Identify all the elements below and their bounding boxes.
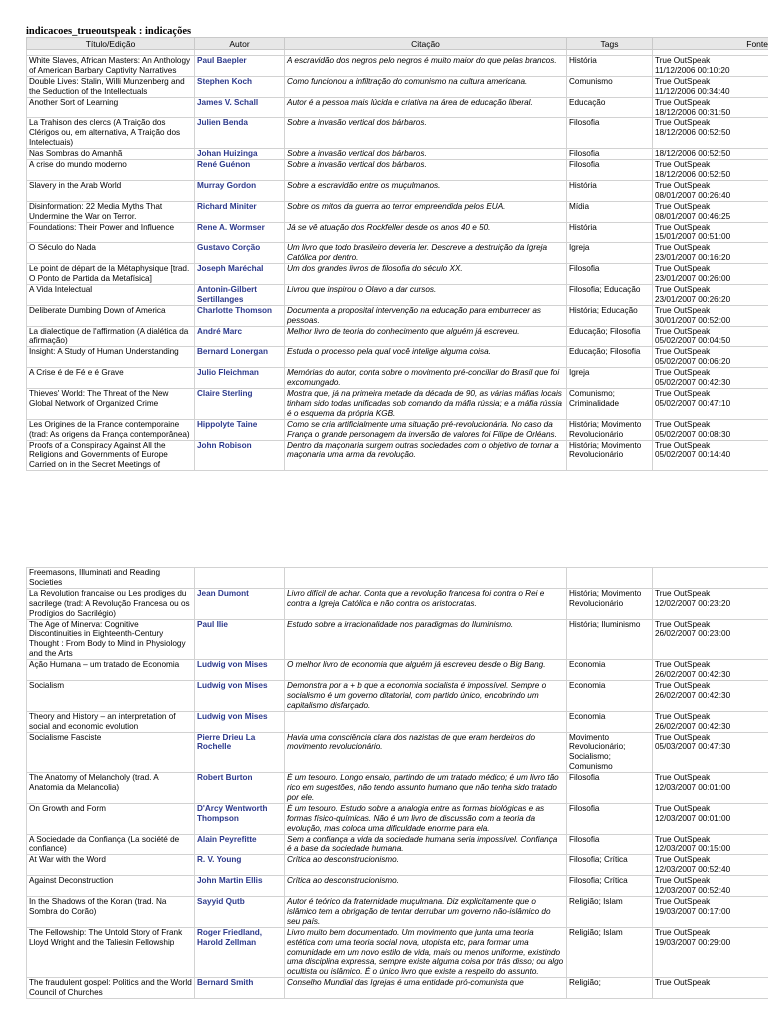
indications-table-top [26, 37, 768, 525]
source-cell [653, 927, 768, 978]
quote-cell: Um livro que todo brasileiro deveria ler. Descreve a destruição da Igreja Católica por dentro. [285, 243, 567, 264]
source-timestamp: 12/03/2007 00:01:00 [655, 813, 731, 823]
tags-cell: História; Iluminismo [567, 619, 653, 660]
source-name: True OutSpeak [655, 180, 711, 190]
source-cell [653, 440, 768, 471]
source-cell [653, 284, 768, 305]
source-name: True OutSpeak [655, 978, 711, 988]
quote-cell: Um dos grandes livros de filosofia do século XX. [285, 264, 567, 285]
table-row [27, 834, 768, 855]
source-timestamp: 12/03/2007 00:52:40 [655, 886, 731, 896]
book-title-cell: Insight: A Study of Human Understanding [27, 347, 195, 368]
author-link[interactable]: Bernard Lonergan [195, 347, 285, 368]
quote-cell: Como se cria artificialmente uma situação pré-revolucionária. No caso da França o grande personagem da inversão de valores foi Filipe de Orléans. [285, 419, 567, 440]
source-timestamp: 12/03/2007 00:01:00 [655, 783, 731, 793]
table-row [27, 660, 768, 681]
quote-cell: Crítica ao desconstrucionismo. [285, 855, 567, 876]
quote-cell [285, 568, 567, 589]
author-link[interactable]: Hippolyte Taine [195, 419, 285, 440]
source-name: True OutSpeak [655, 264, 711, 274]
table-row [27, 243, 768, 264]
source-cell [653, 897, 768, 928]
author-link[interactable]: Sayyid Qutb [195, 897, 285, 928]
quote-cell: Livro difícil de achar. Conta que a revolução francesa foi contra o Rei e contra a Igreja Católica e não contra os aristocratas. [285, 588, 567, 619]
tags-cell: Filosofia [567, 160, 653, 181]
author-link[interactable]: Alain Peyrefitte [195, 834, 285, 855]
book-title-cell: A Vida Intelectual [27, 284, 195, 305]
source-timestamp: 05/02/2007 00:47:10 [655, 398, 731, 408]
source-cell [653, 305, 768, 326]
quote-cell: A escravidão dos negros pelo negros é muito maior do que pelas brancos. [285, 56, 567, 77]
tags-cell: Filosofia; Educação [567, 284, 653, 305]
book-title-cell: The Anatomy of Melancholy (trad. A Anatomia da Melancolia) [27, 773, 195, 804]
quote-cell: É um tesouro. Longo ensaio, partindo de um tratado médico; é um livro tão rico em sugestões, não tendo assunto humano que não tenha sido tratado por ele. [285, 773, 567, 804]
source-timestamp: 19/03/2007 00:17:00 [655, 906, 731, 916]
source-cell [653, 389, 768, 420]
quote-cell: Memórias do autor, conta sobre o movimento pré-conciliar do Brasil que foi excomungado. [285, 368, 567, 389]
source-name: True OutSpeak [655, 773, 711, 783]
quote-cell [285, 711, 567, 732]
table-row [27, 222, 768, 243]
book-title-cell: Foundations: Their Power and Influence [27, 222, 195, 243]
source-name: True OutSpeak [655, 927, 711, 937]
source-cell [653, 834, 768, 855]
source-timestamp: 15/01/2007 00:51:00 [655, 232, 731, 242]
author-link[interactable]: Joseph Maréchal [195, 264, 285, 285]
tags-cell: Filosofia; Crítica [567, 855, 653, 876]
source-cell [653, 588, 768, 619]
quote-cell: Documenta a proposital intervenção na educação para emburrecer as pessoas. [285, 305, 567, 326]
source-timestamp: 08/01/2007 00:26:40 [655, 190, 731, 200]
source-name: True OutSpeak [655, 711, 711, 721]
tags-cell: História; Movimento Revolucionário [567, 440, 653, 471]
author-link[interactable] [195, 568, 285, 589]
table-row [27, 97, 768, 118]
column-header-source[interactable]: Fonte [653, 38, 768, 50]
source-timestamp: 11/12/2006 00:10:20 [655, 65, 730, 75]
table-row [27, 76, 768, 97]
source-timestamp: 19/03/2007 00:29:00 [655, 937, 731, 947]
author-link[interactable]: Charlotte Thomson [195, 305, 285, 326]
table-row [27, 732, 768, 773]
source-name: True OutSpeak [655, 76, 711, 86]
source-cell [653, 660, 768, 681]
source-timestamp: 26/02/2007 00:23:00 [655, 629, 731, 639]
quote-cell: Dentro da maçonaria surgem outras sociedades com o objetivo de tornar a maçonaria uma arma da revolução. [285, 440, 567, 471]
quote-cell: Melhor livro de teoria do conhecimento que alguém já escreveu. [285, 326, 567, 347]
book-title-cell: The Age of Minerva: Cognitive Discontinuities in Eighteenth-Century Thought : From Body to Mind in Physiology and the Arts [27, 619, 195, 660]
source-cell [653, 368, 768, 389]
tags-cell: História; Movimento Revolucionário [567, 588, 653, 619]
book-title-cell: At War with the Word [27, 855, 195, 876]
source-cell [653, 243, 768, 264]
author-link[interactable]: Robert Burton [195, 773, 285, 804]
author-link[interactable]: John Martin Ellis [195, 876, 285, 897]
book-title-cell: O Século do Nada [27, 243, 195, 264]
source-cell [653, 160, 768, 181]
author-link[interactable]: Paul Baepler [195, 56, 285, 77]
source-timestamp: 18/12/2006 00:52:50 [655, 149, 731, 159]
tags-cell: História [567, 222, 653, 243]
quote-cell: Mostra que, já na primeira metade da década de 90, as várias máfias locais tinham sido todas unificadas sob comando da máfia rússia; e a máfia rússia é o esquema da própria KGB. [285, 389, 567, 420]
quote-cell: Livrou que inspirou o Olavo a dar cursos. [285, 284, 567, 305]
source-cell [653, 222, 768, 243]
source-name: True OutSpeak [655, 368, 711, 378]
table-row [27, 927, 768, 978]
source-cell [653, 619, 768, 660]
author-link[interactable]: D'Arcy Wentworth Thompson [195, 803, 285, 834]
book-title-cell: The fraudulent gospel: Politics and the World Council of Churches [27, 978, 195, 999]
tags-cell: Religião; Islam [567, 897, 653, 928]
source-cell [653, 326, 768, 347]
source-name: True OutSpeak [655, 419, 711, 429]
table-row [27, 149, 768, 160]
tags-cell: História [567, 56, 653, 77]
author-link[interactable]: Bernard Smith [195, 978, 285, 999]
source-cell [653, 803, 768, 834]
tags-cell: Economia [567, 680, 653, 711]
source-name: True OutSpeak [655, 440, 711, 450]
tags-cell: Religião; Islam [567, 927, 653, 978]
author-link[interactable]: Julio Fleichman [195, 368, 285, 389]
quote-cell: Sem a confiança a vida da sociedade humana seria impossível. Confiança é a base da sociedade humana. [285, 834, 567, 855]
book-title-cell: La dialectique de l'affirmation (A dialética da afirmação) [27, 326, 195, 347]
author-link[interactable]: Ludwig von Mises [195, 660, 285, 681]
table-row [27, 264, 768, 285]
column-header-author[interactable]: Autor [195, 38, 285, 50]
tags-cell: Igreja [567, 368, 653, 389]
author-link[interactable]: Murray Gordon [195, 180, 285, 201]
book-title-cell: Les Origines de la France contemporaine (trad: As origens da França contemporânea) [27, 419, 195, 440]
source-name: True OutSpeak [655, 660, 711, 670]
author-link[interactable]: Richard Miniter [195, 201, 285, 222]
author-link[interactable]: Roger Friedland, Harold Zellman [195, 927, 285, 978]
tags-cell: Educação; Filosofia [567, 347, 653, 368]
table-row [27, 855, 768, 876]
book-title-cell: The Fellowship: The Untold Story of Frank Lloyd Wright and the Taliesin Fellowship [27, 927, 195, 978]
source-name: True OutSpeak [655, 118, 711, 128]
quote-cell: Estudo sobre a irracionalidade nos paradigmas do Iluminismo. [285, 619, 567, 660]
quote-cell: Havia uma consciência clara dos nazistas de que eram herdeiros do movimento revolucionário. [285, 732, 567, 773]
source-name: True OutSpeak [655, 284, 711, 294]
source-cell [653, 855, 768, 876]
author-link[interactable]: Paul Ilie [195, 619, 285, 660]
tags-cell: Filosofia [567, 118, 653, 149]
table-row [27, 201, 768, 222]
source-timestamp: 26/02/2007 00:42:30 [655, 721, 731, 731]
book-title-cell: A Sociedade da Confiança (La société de confiance) [27, 834, 195, 855]
table-row [27, 897, 768, 928]
author-link[interactable]: René Guénon [195, 160, 285, 181]
source-cell [653, 118, 768, 149]
source-timestamp: 11/12/2006 00:34:40 [655, 86, 730, 96]
source-cell [653, 347, 768, 368]
table-row [27, 118, 768, 149]
source-name: True OutSpeak [655, 876, 711, 886]
tags-cell: Economia [567, 711, 653, 732]
quote-cell: Estuda o processo pela qual você intelige alguma coisa. [285, 347, 567, 368]
source-name: True OutSpeak [655, 803, 711, 813]
book-title-cell: Le point de départ de la Métaphysique [trad. O Ponto de Partida da Metafísica] [27, 264, 195, 285]
quote-cell: O melhor livro de economia que alguém já escreveu desde o Big Bang. [285, 660, 567, 681]
column-header-tags[interactable]: Tags [567, 38, 653, 50]
quote-cell: Livro muito bem documentado. Um movimento que junta uma teoria estética com uma teoria social nova, utopista etc, para formar uma comunidade em um novo estilo de vida, mais ou menos uniforme, existindo uma disciplina expressa, sempre existe alguma coisa por trás disso; ou algo ocultista ou islâmico. É o único livro que existe a respeito do assunto. [285, 927, 567, 978]
quote-cell: Crítica ao desconstrucionismo. [285, 876, 567, 897]
source-timestamp: 23/01/2007 00:26:20 [655, 294, 731, 304]
source-timestamp: 05/03/2007 00:47:30 [655, 742, 731, 752]
table-row [27, 711, 768, 732]
table-row [27, 680, 768, 711]
source-timestamp: 18/12/2006 00:31:50 [655, 107, 731, 117]
quote-cell: Sobre a invasão vertical dos bárbaros. [285, 118, 567, 149]
column-header-title[interactable]: Título/Edição [27, 38, 195, 50]
source-timestamp: 23/01/2007 00:16:20 [655, 253, 731, 263]
table-row [27, 978, 768, 999]
source-name: True OutSpeak [655, 732, 711, 742]
tags-cell: Filosofia [567, 149, 653, 160]
book-title-cell: In the Shadows of the Koran (trad. Na Sombra do Corão) [27, 897, 195, 928]
source-name: True OutSpeak [655, 160, 711, 170]
table-row [27, 803, 768, 834]
source-name: True OutSpeak [655, 588, 711, 598]
column-header-quote[interactable]: Citação [285, 38, 567, 50]
book-title-cell: Another Sort of Learning [27, 97, 195, 118]
tags-cell: Movimento Revolucionário; Socialismo; Comunismo [567, 732, 653, 773]
author-link[interactable]: Jean Dumont [195, 588, 285, 619]
book-title-cell: Socialisme Fasciste [27, 732, 195, 773]
table-row [27, 160, 768, 181]
tags-cell: Filosofia [567, 773, 653, 804]
source-timestamp: 05/02/2007 00:42:30 [655, 378, 731, 388]
source-cell [653, 711, 768, 732]
quote-cell: Sobre a escravidão entre os muçulmanos. [285, 180, 567, 201]
source-name: True OutSpeak [655, 680, 711, 690]
page-title: indicacoes_trueoutspeak : indicações [26, 26, 192, 37]
author-link[interactable]: Gustavo Corção [195, 243, 285, 264]
table-row [27, 347, 768, 368]
table-row [27, 876, 768, 897]
source-name: True OutSpeak [655, 97, 711, 107]
author-link[interactable]: R. V. Young [195, 855, 285, 876]
source-cell [653, 201, 768, 222]
source-timestamp: 12/02/2007 00:23:20 [655, 598, 731, 608]
source-name: True OutSpeak [655, 326, 711, 336]
book-title-cell: Socialism [27, 680, 195, 711]
quote-cell: Sobre os mitos da guerra ao terror empreendida pelos EUA. [285, 201, 567, 222]
quote-cell: É um tesouro. Estudo sobre a analogia entre as formas biológicas e as formas físico-químicas. Não é um livro de discussão com a teoria da evolução, mas coloca uma dificuldade enorme para ela. [285, 803, 567, 834]
tags-cell: Filosofia [567, 834, 653, 855]
source-cell [653, 264, 768, 285]
tags-cell: Filosofia; Crítica [567, 876, 653, 897]
author-link[interactable]: Johan Huizinga [195, 149, 285, 160]
source-cell [653, 978, 768, 999]
book-title-cell: Proofs of a Conspiracy Against All the Religions and Governments of Europe Carried on in the Secret Meetings of [27, 440, 195, 471]
source-cell [653, 773, 768, 804]
author-link[interactable]: John Robison [195, 440, 285, 471]
source-name: True OutSpeak [655, 347, 711, 357]
source-timestamp: 05/02/2007 00:08:30 [655, 429, 731, 439]
quote-cell: Sobre a invasão vertical dos bárbaros. [285, 160, 567, 181]
tags-cell: Comunismo [567, 76, 653, 97]
book-title-cell: Thieves' World: The Threat of the New Global Network of Organized Crime [27, 389, 195, 420]
author-link[interactable]: James V. Schall [195, 97, 285, 118]
source-timestamp: 05/02/2007 00:14:40 [655, 450, 731, 460]
tags-cell: História; Educação [567, 305, 653, 326]
source-name: True OutSpeak [655, 305, 711, 315]
book-title-cell: A crise do mundo moderno [27, 160, 195, 181]
table-row [27, 305, 768, 326]
source-cell [653, 419, 768, 440]
book-title-cell: Freemasons, Illuminati and Reading Societies [27, 568, 195, 589]
source-timestamp: 18/12/2006 00:52:50 [655, 169, 731, 179]
book-title-cell: Nas Sombras do Amanhã [27, 149, 195, 160]
author-link[interactable]: Ludwig von Mises [195, 711, 285, 732]
tags-cell: Filosofia [567, 803, 653, 834]
tags-cell [567, 568, 653, 589]
table-row [27, 368, 768, 389]
source-name: True OutSpeak [655, 243, 711, 253]
tags-cell: Educação; Filosofia [567, 326, 653, 347]
table-body [27, 50, 768, 471]
table-row [27, 588, 768, 619]
tags-cell: Igreja [567, 243, 653, 264]
source-cell [653, 76, 768, 97]
tags-cell: Filosofia [567, 264, 653, 285]
source-timestamp: 05/02/2007 00:06:20 [655, 357, 731, 367]
indications-table-bottom [26, 567, 768, 1024]
source-timestamp: 30/01/2007 00:52:00 [655, 315, 731, 325]
quote-cell: Autor é teórico da fraternidade muçulmana. Diz explicitamente que o islâmico tem a obrigação de tentar derrubar um governo não-islâmico do seu país. [285, 897, 567, 928]
book-title-cell: Against Deconstruction [27, 876, 195, 897]
source-cell [653, 149, 768, 160]
book-title-cell: White Slaves, African Masters: An Anthology of American Barbary Captivity Narratives [27, 56, 195, 77]
book-title-cell: Deliberate Dumbing Down of America [27, 305, 195, 326]
author-link[interactable]: Pierre Drieu La Rochelle [195, 732, 285, 773]
book-title-cell: A Crise é de Fé e é Grave [27, 368, 195, 389]
source-name: True OutSpeak [655, 201, 711, 211]
table-row [27, 284, 768, 305]
table-body [27, 568, 768, 999]
source-timestamp: 26/02/2007 00:42:30 [655, 690, 731, 700]
quote-cell: Conselho Mundial das Igrejas é uma entidade pró-comunista que [285, 978, 567, 999]
book-title-cell: Slavery in the Arab World [27, 180, 195, 201]
book-title-cell: La Trahison des clercs (A Traição dos Clérigos ou, em alternativa, A Traição dos Intelectuais) [27, 118, 195, 149]
source-timestamp: 12/03/2007 00:52:40 [655, 865, 731, 875]
table-header-row [27, 38, 768, 50]
table-row [27, 419, 768, 440]
table-row [27, 440, 768, 471]
table-row [27, 389, 768, 420]
table-row [27, 56, 768, 77]
table-row [27, 619, 768, 660]
source-timestamp: 26/02/2007 00:42:30 [655, 670, 731, 680]
table-row [27, 326, 768, 347]
quote-cell: Sobre a invasão vertical dos bárbaros. [285, 149, 567, 160]
source-cell [653, 97, 768, 118]
source-cell [653, 56, 768, 77]
source-name: True OutSpeak [655, 619, 711, 629]
book-title-cell: Ação Humana – um tratado de Economia [27, 660, 195, 681]
tags-cell: Economia [567, 660, 653, 681]
tags-cell: História; Movimento Revolucionário [567, 419, 653, 440]
book-title-cell: La Revolution francaise ou Les prodiges du sacrilege (trad: A Revolução Francesa ou os Prodígios do Sacrilégio) [27, 588, 195, 619]
quote-cell: Já se vê atuação dos Rockfeller desde os anos 40 e 50. [285, 222, 567, 243]
source-cell [653, 680, 768, 711]
book-title-cell: Theory and History – an interpretation of social and economic evolution [27, 711, 195, 732]
source-name: True OutSpeak [655, 389, 711, 398]
source-cell [653, 180, 768, 201]
table-row [27, 180, 768, 201]
book-title-cell: Disinformation: 22 Media Myths That Undermine the War on Terror. [27, 201, 195, 222]
source-timestamp: 08/01/2007 00:46:25 [655, 211, 731, 221]
author-link[interactable]: Antonin-Gilbert Sertillanges [195, 284, 285, 305]
tags-cell: Mídia [567, 201, 653, 222]
source-timestamp: 23/01/2007 00:26:00 [655, 274, 731, 284]
tags-cell: Religião; [567, 978, 653, 999]
quote-cell: Demonstra por a + b que a economia socialista é impossível. Sempre o socialismo é um governo ditatorial, com partido único, encobrindo um capitalismo disfarçado. [285, 680, 567, 711]
author-link[interactable]: André Marc [195, 326, 285, 347]
author-link[interactable]: Stephen Koch [195, 76, 285, 97]
source-name: True OutSpeak [655, 222, 711, 232]
author-link[interactable]: Claire Sterling [195, 389, 285, 420]
source-name: True OutSpeak [655, 834, 711, 844]
author-link[interactable]: Ludwig von Mises [195, 680, 285, 711]
source-timestamp: 05/02/2007 00:04:50 [655, 336, 731, 346]
source-cell [653, 568, 768, 589]
source-name: True OutSpeak [655, 855, 711, 865]
source-name: True OutSpeak [655, 897, 711, 906]
book-title-cell: On Growth and Form [27, 803, 195, 834]
tags-cell: História [567, 180, 653, 201]
tags-cell: Comunismo; Criminalidade [567, 389, 653, 420]
book-title-cell: Double Lives: Stalin, Willi Munzenberg and the Seduction of the Intellectuals [27, 76, 195, 97]
source-cell [653, 876, 768, 897]
author-link[interactable]: Rene A. Wormser [195, 222, 285, 243]
table-row [27, 773, 768, 804]
source-timestamp: 18/12/2006 00:52:50 [655, 128, 731, 138]
tags-cell: Educação [567, 97, 653, 118]
table-row [27, 568, 768, 589]
source-name: True OutSpeak [655, 56, 711, 65]
source-timestamp: 12/03/2007 00:15:00 [655, 844, 731, 854]
author-link[interactable]: Julien Benda [195, 118, 285, 149]
source-cell [653, 732, 768, 773]
quote-cell: Autor é a pessoa mais lúcida e criativa na área de educação liberal. [285, 97, 567, 118]
quote-cell: Como funcionou a infiltração do comunismo na cultura americana. [285, 76, 567, 97]
